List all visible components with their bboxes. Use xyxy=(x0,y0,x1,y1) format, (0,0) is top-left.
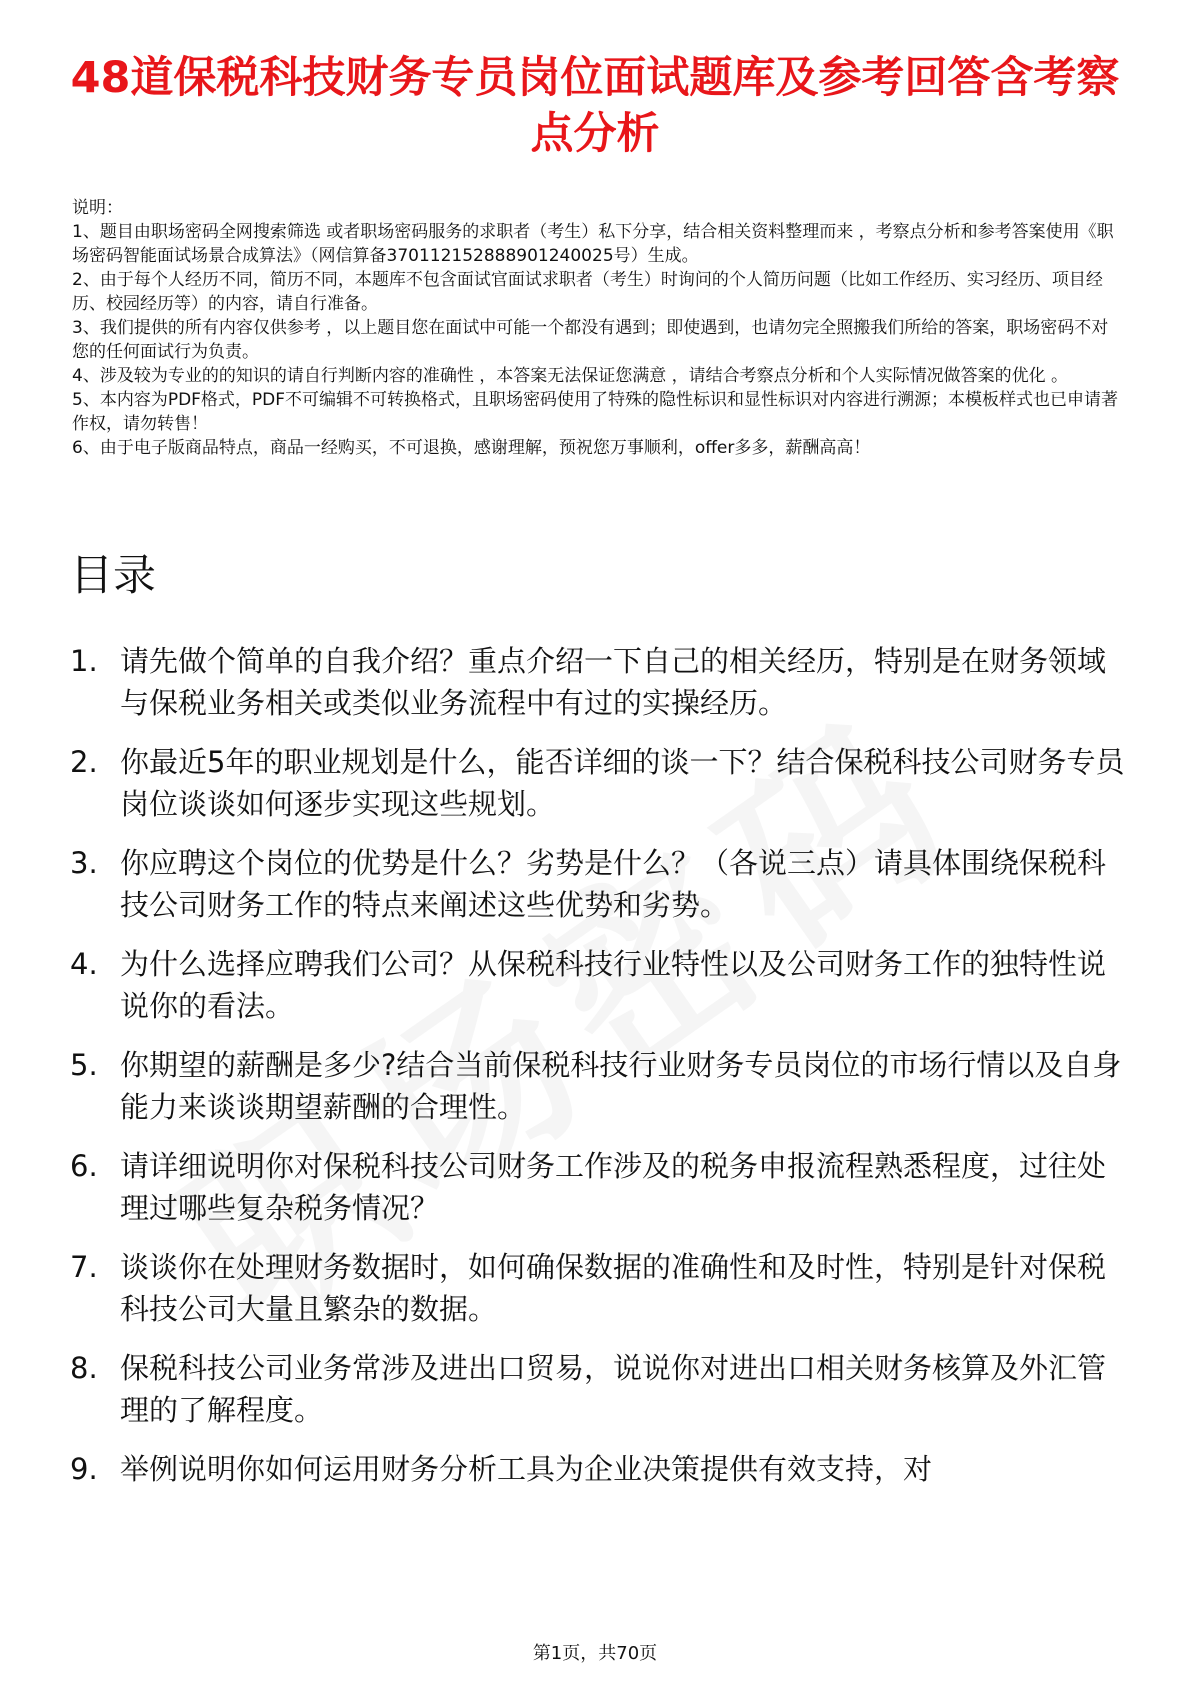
notes-label: 说明： xyxy=(72,198,123,218)
toc-item[interactable] xyxy=(70,1347,1130,1431)
toc-item-number: 5. xyxy=(70,1048,98,1082)
toc-item[interactable] xyxy=(70,1448,1130,1490)
note-item: 6、由于电子版商品特点，商品一经购买，不可退换，感谢理解，预祝您万事顺利，offer多多，薪酬高高！ xyxy=(72,438,871,458)
toc-heading: 目录 xyxy=(70,551,156,601)
toc-item[interactable] xyxy=(70,842,1130,926)
note-item: 4、涉及较为专业的的知识的请自行判断内容的准确性 ，本答案无法保证您满意 ，请结合考察点分析和个人实际情况做答案的优化 。 xyxy=(72,366,1069,386)
toc-item-text: 举例说明你如何运用财务分析工具为企业决策提供有效支持，对 xyxy=(120,1452,933,1486)
document-title: 48道保税科技财务专员岗位面试题库及参考回答含考察点分析 xyxy=(70,53,1120,159)
toc-item-text: 你最近5年的职业规划是什么，能否详细的谈一下？结合保税科技公司财务专员岗位谈谈如何逐步实现这些规划。 xyxy=(120,745,1125,821)
toc-item-number: 9. xyxy=(70,1452,98,1486)
toc-item[interactable] xyxy=(70,1145,1130,1229)
note-item: 3、我们提供的所有内容仅供参考 ，以上题目您在面试中可能一个都没有遇到；即使遇到，也请勿完全照搬我们所给的答案，职场密码不对您的任何面试行为负责。 xyxy=(72,318,1109,362)
toc-item-number: 6. xyxy=(70,1149,98,1183)
notes-section xyxy=(72,196,1122,460)
toc-item-number: 4. xyxy=(70,947,98,981)
toc-item[interactable] xyxy=(70,640,1130,724)
toc-list xyxy=(70,640,1130,1507)
toc-item[interactable] xyxy=(70,943,1130,1027)
toc-item-text: 为什么选择应聘我们公司？从保税科技行业特性以及公司财务工作的独特性说说你的看法。 xyxy=(120,947,1107,1023)
toc-item[interactable] xyxy=(70,1246,1130,1330)
toc-item-text: 你应聘这个岗位的优势是什么？劣势是什么？（各说三点）请具体围绕保税科技公司财务工作的特点来阐述这些优势和劣势。 xyxy=(120,846,1107,922)
toc-item[interactable] xyxy=(70,741,1130,825)
toc-item-text: 谈谈你在处理财务数据时，如何确保数据的准确性和及时性，特别是针对保税科技公司大量且繁杂的数据。 xyxy=(120,1250,1107,1326)
toc-item-number: 1. xyxy=(70,644,98,678)
toc-item[interactable] xyxy=(70,1044,1130,1128)
toc-item-number: 7. xyxy=(70,1250,98,1284)
note-item: 5、本内容为PDF格式，PDF不可编辑不可转换格式，且职场密码使用了特殊的隐性标识和显性标识对内容进行溯源；本模板样式也已申请著作权，请勿转售！ xyxy=(72,390,1119,434)
toc-item-number: 8. xyxy=(70,1351,98,1385)
note-item: 2、由于每个人经历不同，简历不同，本题库不包含面试官面试求职者（考生）时询问的个人简历问题（比如工作经历、实习经历、项目经历、校园经历等）的内容，请自行准备。 xyxy=(72,270,1103,314)
toc-item-text: 你期望的薪酬是多少?结合当前保税科技行业财务专员岗位的市场行情以及自身能力来谈谈期望薪酬的合理性。 xyxy=(120,1048,1122,1124)
note-item: 1、题目由职场密码全网搜索筛选 或者职场密码服务的求职者（考生）私下分享，结合相关资料整理而来 ，考察点分析和参考答案使用《职场密码智能面试场景合成算法》（网信算备370112152888901240025号）生成。 xyxy=(72,222,1114,266)
toc-item-text: 保税科技公司业务常涉及进出口贸易，说说你对进出口相关财务核算及外汇管理的了解程度。 xyxy=(120,1351,1107,1427)
toc-item-text: 请详细说明你对保税科技公司财务工作涉及的税务申报流程熟悉程度，过往处理过哪些复杂税务情况？ xyxy=(120,1149,1107,1225)
toc-item-text: 请先做个简单的自我介绍？重点介绍一下自己的相关经历，特别是在财务领域与保税业务相关或类似业务流程中有过的实操经历。 xyxy=(120,644,1107,720)
page-footer: 第1页，共70页 xyxy=(532,1643,658,1664)
toc-item-number: 2. xyxy=(70,745,98,779)
toc-item-number: 3. xyxy=(70,846,98,880)
